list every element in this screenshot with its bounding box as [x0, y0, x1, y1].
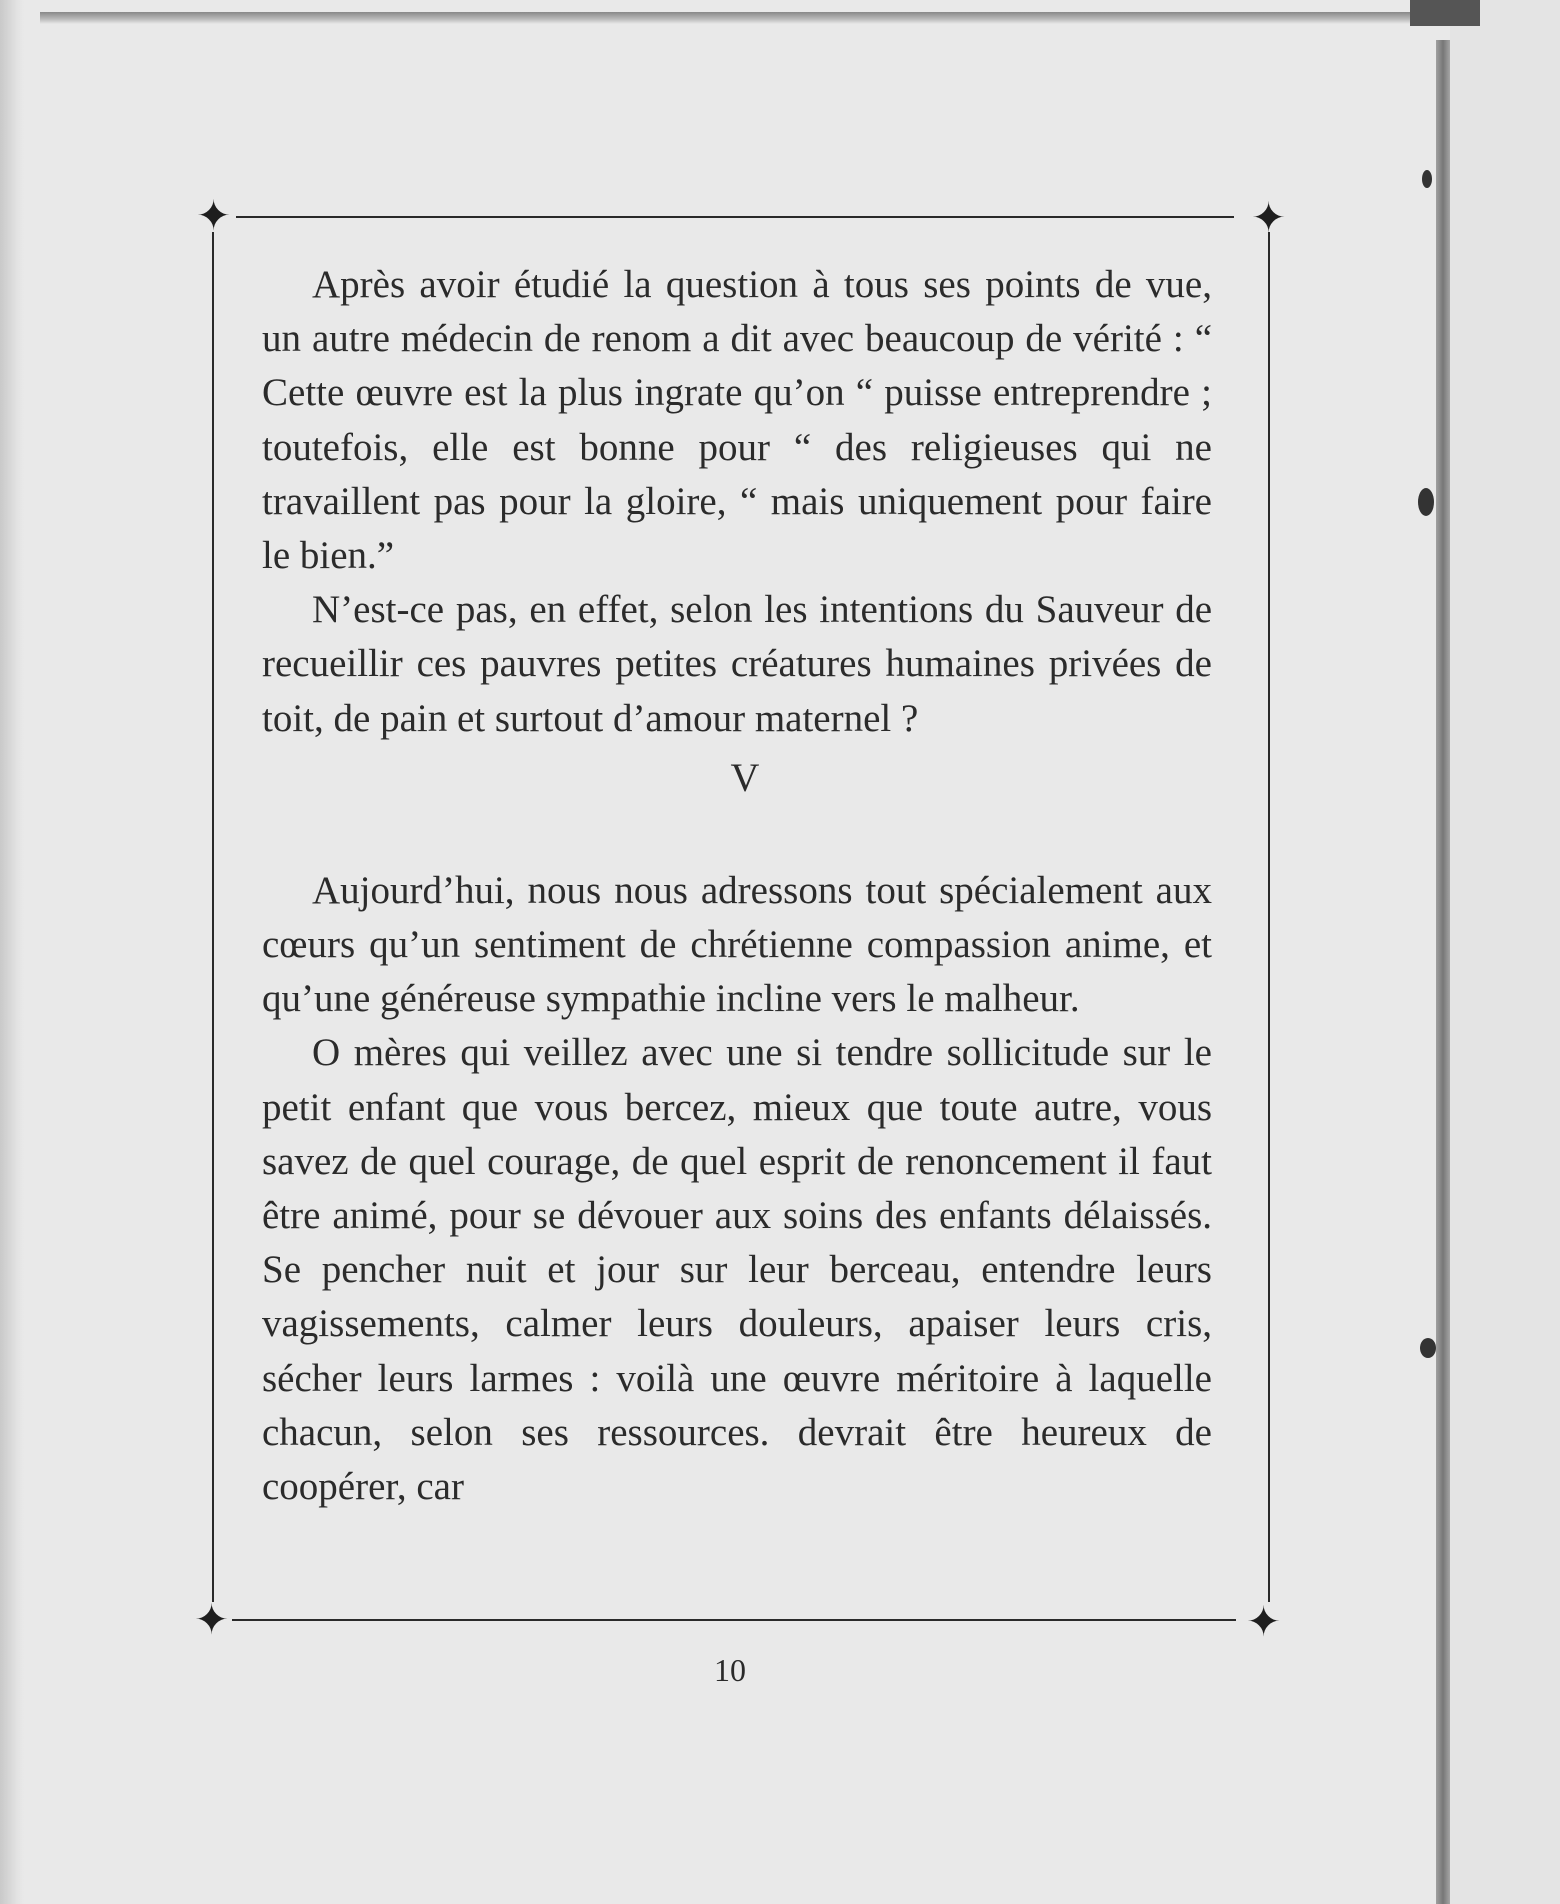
paragraph: Aujourd’hui, nous nous adressons tout spécialement aux cœurs qu’un sentiment de chrétienne compassion anime, et qu’une généreuse sympathie incline vers le malheur.: [262, 868, 1212, 1021]
scan-speck: [1418, 488, 1434, 516]
section-heading: V: [730, 754, 760, 800]
four-point-star-icon: ✦: [194, 1595, 230, 1644]
paragraph: O mères qui veillez avec une si tendre sollicitude sur le petit enfant que vous bercez, mieux que toute autre, vous savez de quel courage, de quel esprit de renoncement il faut être animé, pour se dévouer aux soins des enfants délaissés. Se pencher nuit et jour sur leur berceau, entendre leurs vagissements, calmer leurs douleurs, apaiser leurs cris, sécher leurs larmes : voilà une œuvre méritoire à laquelle chacun, selon ses ressources. devrait être heureux de coopérer, car: [262, 1031, 1212, 1509]
scan-speck: [1420, 1338, 1436, 1358]
page-corner-shadow: [1410, 0, 1480, 26]
paragraph: Après avoir étudié la question à tous ses points de vue, un autre médecin de renom a dit avec beaucoup de vérité : “ Cette œuvre est la plus ingrate qu’on “ puisse entreprendre ; toutefois, elle est bonne pour “ des religieuses qui ne travaillent pas pour la gloire, “ mais uniquement pour faire le bien.”: [262, 263, 1212, 578]
frame-top-rule: [236, 216, 1234, 218]
four-point-star-icon: ✦: [1251, 193, 1287, 242]
frame-left-rule: [212, 232, 214, 1602]
page-left-edge: [0, 0, 24, 1904]
frame-right-rule: [1268, 232, 1270, 1602]
page-top-edge: [40, 12, 1480, 24]
page-gutter-shadow: [1436, 40, 1450, 1904]
page-body: [262, 258, 1212, 1514]
four-point-star-icon: ✦: [196, 191, 232, 240]
page-number: 10: [714, 1652, 746, 1688]
facing-page-strip: [1450, 0, 1560, 1904]
four-point-star-icon: ✦: [1246, 1597, 1282, 1646]
frame-bottom-rule: [232, 1619, 1236, 1621]
paragraph: N’est-ce pas, en effet, selon les intentions du Sauveur de recueillir ces pauvres petites créatures humaines privées de toit, de pain et surtout d’amour maternel ?: [262, 588, 1212, 740]
scan-speck: [1422, 170, 1432, 188]
